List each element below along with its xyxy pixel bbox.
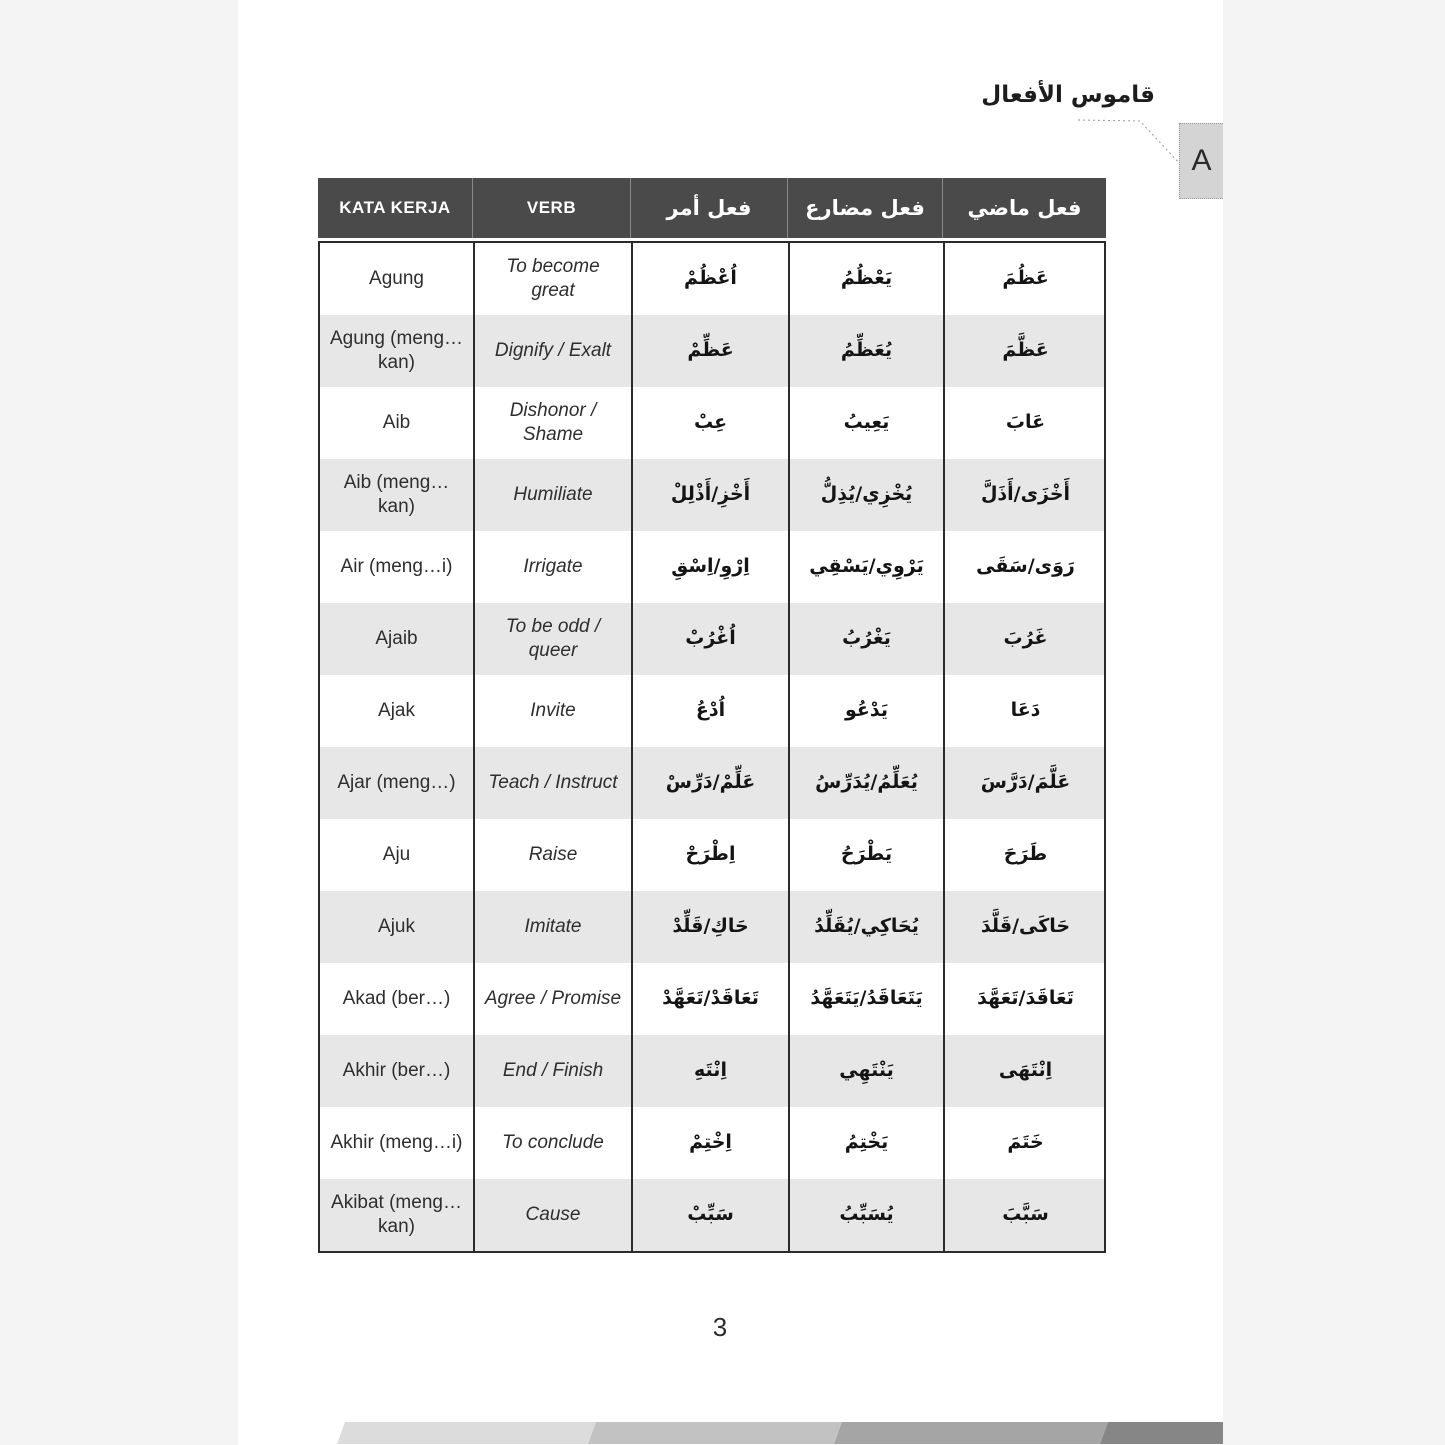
fiil-mudari-cell: يَرْوِي/يَسْقِي bbox=[790, 531, 945, 603]
verb-cell: Humiliate bbox=[475, 459, 633, 531]
verb-cell: To become great bbox=[475, 243, 633, 315]
page-number: 3 bbox=[712, 1312, 728, 1342]
footer-bar-segment-1 bbox=[337, 1422, 596, 1444]
fiil-amr-cell: اِنْتَهِ bbox=[633, 1035, 790, 1107]
table-row bbox=[320, 1035, 1104, 1107]
fiil-mudari-cell: يُعَظِّمُ bbox=[790, 315, 945, 387]
verb-cell: To conclude bbox=[475, 1107, 633, 1179]
footer-bar-segment-4 bbox=[1100, 1422, 1223, 1444]
table-body bbox=[318, 241, 1106, 1253]
fiil-amr-cell: عِبْ bbox=[633, 387, 790, 459]
verb-cell: Teach / Instruct bbox=[475, 747, 633, 819]
footer-bar-segment-3 bbox=[834, 1422, 1108, 1444]
table-row bbox=[320, 675, 1104, 747]
table-row bbox=[320, 747, 1104, 819]
kata-kerja-cell: Aju bbox=[320, 819, 475, 891]
fiil-amr-cell: أَخْزِ/أَذْلِلْ bbox=[633, 459, 790, 531]
kata-kerja-cell: Ajuk bbox=[320, 891, 475, 963]
verb-cell: Imitate bbox=[475, 891, 633, 963]
table-row bbox=[320, 891, 1104, 963]
verb-cell: End / Finish bbox=[475, 1035, 633, 1107]
fiil-mudari-cell: يُعَلِّمُ/يُدَرِّسُ bbox=[790, 747, 945, 819]
table-row bbox=[320, 243, 1104, 315]
header-verb: VERB bbox=[473, 178, 631, 238]
fiil-amr-cell: اُدْعُ bbox=[633, 675, 790, 747]
kata-kerja-cell: Ajaib bbox=[320, 603, 475, 675]
fiil-mudari-cell: يَعِيبُ bbox=[790, 387, 945, 459]
verb-cell: Invite bbox=[475, 675, 633, 747]
header-fiil-amr: فعل أمر bbox=[631, 178, 788, 238]
fiil-amr-cell: اُعْظُمْ bbox=[633, 243, 790, 315]
kata-kerja-cell: Agung bbox=[320, 243, 475, 315]
table-row bbox=[320, 387, 1104, 459]
table-header-row bbox=[318, 178, 1106, 238]
fiil-mudari-cell: يَخْتِمُ bbox=[790, 1107, 945, 1179]
kata-kerja-cell: Air (meng…i) bbox=[320, 531, 475, 603]
header-fiil-mudari: فعل مضارع bbox=[788, 178, 943, 238]
kata-kerja-cell: Aib (meng…kan) bbox=[320, 459, 475, 531]
kata-kerja-cell: Aib bbox=[320, 387, 475, 459]
fiil-mudari-cell: يُخْزِي/يُذِلُّ bbox=[790, 459, 945, 531]
table-row bbox=[320, 531, 1104, 603]
fiil-madi-cell: عَابَ bbox=[1005, 411, 1046, 434]
footer-decoration-bar bbox=[238, 1422, 1223, 1444]
table-row bbox=[320, 603, 1104, 675]
fiil-mudari-cell: يَنْتَهِي bbox=[790, 1035, 945, 1107]
table-row bbox=[320, 963, 1104, 1035]
fiil-amr-cell: سَبِّبْ bbox=[633, 1179, 790, 1251]
fiil-mudari-cell: يَطْرَحُ bbox=[790, 819, 945, 891]
table-row bbox=[320, 459, 1104, 531]
verb-table bbox=[318, 178, 1106, 1253]
fiil-madi-cell: عَظَّمَ bbox=[1002, 339, 1049, 362]
kata-kerja-cell: Akibat (meng…kan) bbox=[320, 1179, 475, 1251]
fiil-mudari-cell: يَتَعَاقَدُ/يَتَعَهَّدُ bbox=[790, 963, 945, 1035]
fiil-madi-cell: غَرُبَ bbox=[1003, 627, 1048, 650]
fiil-madi-cell: دَعَا bbox=[1010, 699, 1041, 722]
fiil-amr-cell: عَظِّمْ bbox=[633, 315, 790, 387]
table-row bbox=[320, 1107, 1104, 1179]
table-row bbox=[320, 315, 1104, 387]
verb-cell: Raise bbox=[475, 819, 633, 891]
page-title-arabic: قاموس الأفعال bbox=[981, 82, 1155, 108]
fiil-madi-cell: تَعَاقَدَ/تَعَهَّدَ bbox=[977, 987, 1074, 1010]
fiil-madi-cell: طَرَحَ bbox=[1003, 843, 1048, 866]
fiil-madi-cell: رَوَى/سَقَى bbox=[976, 555, 1075, 578]
verb-cell: Dignify / Exalt bbox=[475, 315, 633, 387]
footer-bar-segment-2 bbox=[588, 1422, 842, 1444]
header-fiil-madi: فعل ماضي bbox=[967, 196, 1082, 220]
header-kata-kerja: KATA KERJA bbox=[318, 178, 473, 238]
kata-kerja-cell: Akad (ber…) bbox=[320, 963, 475, 1035]
table-row bbox=[320, 1179, 1104, 1251]
fiil-mudari-cell: يُحَاكِي/يُقَلِّدُ bbox=[790, 891, 945, 963]
fiil-amr-cell: عَلِّمْ/دَرِّسْ bbox=[633, 747, 790, 819]
kata-kerja-cell: Akhir (ber…) bbox=[320, 1035, 475, 1107]
fiil-amr-cell: اُغْرُبْ bbox=[633, 603, 790, 675]
kata-kerja-cell: Akhir (meng…i) bbox=[320, 1107, 475, 1179]
verb-cell: Agree / Promise bbox=[475, 963, 633, 1035]
verb-cell: Dishonor / Shame bbox=[475, 387, 633, 459]
fiil-amr-cell: تَعَاقَدْ/تَعَهَّدْ bbox=[633, 963, 790, 1035]
kata-kerja-cell: Ajar (meng…) bbox=[320, 747, 475, 819]
fiil-amr-cell: اِرْوِ/اِسْقِ bbox=[633, 531, 790, 603]
fiil-mudari-cell: يَدْعُو bbox=[790, 675, 945, 747]
fiil-amr-cell: اِطْرَحْ bbox=[633, 819, 790, 891]
kata-kerja-cell: Agung (meng…kan) bbox=[320, 315, 475, 387]
kata-kerja-cell: Ajak bbox=[320, 675, 475, 747]
fiil-madi-cell: حَاكَى/قَلَّدَ bbox=[980, 915, 1071, 938]
section-tab-a: A bbox=[1179, 123, 1223, 199]
fiil-madi-cell: خَتَمَ bbox=[1007, 1131, 1044, 1154]
fiil-madi-cell: اِنْتَهَى bbox=[998, 1059, 1053, 1082]
fiil-madi-cell: عَظُمَ bbox=[1002, 267, 1049, 290]
fiil-mudari-cell: يَغْرُبُ bbox=[790, 603, 945, 675]
book-page bbox=[238, 0, 1223, 1445]
fiil-mudari-cell: يُسَبِّبُ bbox=[790, 1179, 945, 1251]
fiil-amr-cell: حَاكِ/قَلِّدْ bbox=[633, 891, 790, 963]
fiil-amr-cell: اِخْتِمْ bbox=[633, 1107, 790, 1179]
fiil-madi-cell: عَلَّمَ/دَرَّسَ bbox=[980, 771, 1071, 794]
verb-cell: To be odd / queer bbox=[475, 603, 633, 675]
table-row bbox=[320, 819, 1104, 891]
verb-cell: Cause bbox=[475, 1179, 633, 1251]
fiil-mudari-cell: يَعْظُمُ bbox=[790, 243, 945, 315]
verb-cell: Irrigate bbox=[475, 531, 633, 603]
fiil-madi-cell: سَبَّبَ bbox=[1002, 1203, 1049, 1226]
fiil-madi-cell: أَخْزَى/أَذَلَّ bbox=[980, 483, 1071, 506]
